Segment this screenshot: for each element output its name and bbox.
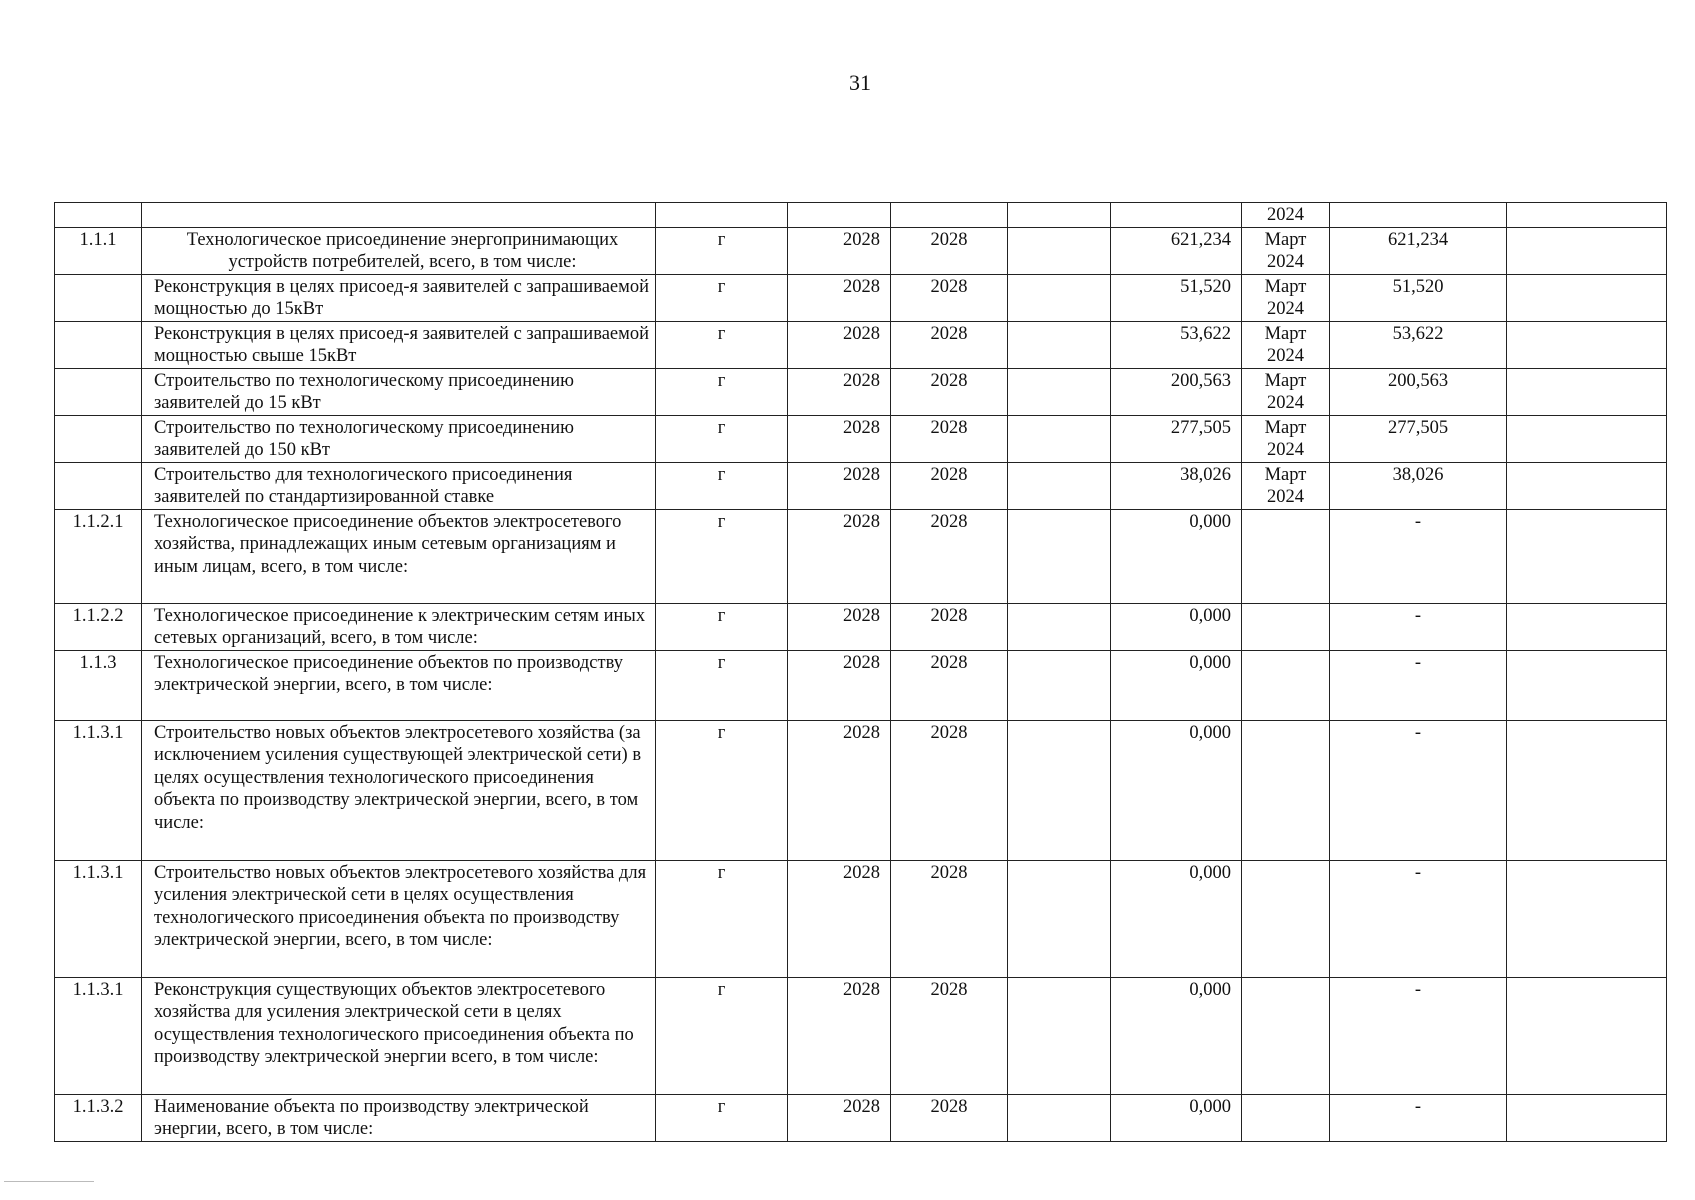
cell-unit: г <box>656 977 788 1094</box>
cell-num <box>55 321 142 368</box>
cell-value-2: 200,563 <box>1330 368 1507 415</box>
cell-unit: г <box>656 509 788 603</box>
cell-name: Технологическое присоединение объектов по производству электрической энергии, всего, в том числе: <box>142 650 656 720</box>
cell-unit: г <box>656 321 788 368</box>
cell-num: 1.1.3.1 <box>55 860 142 977</box>
cell-year-start: 2028 <box>788 1094 891 1141</box>
cell-date <box>1242 650 1330 720</box>
cell-value: 0,000 <box>1111 509 1242 603</box>
cell-date: Март 2024 <box>1242 462 1330 509</box>
cell-num <box>55 203 142 228</box>
cell-year-start: 2028 <box>788 321 891 368</box>
cell-num <box>55 415 142 462</box>
table-row <box>55 860 1667 977</box>
cell-value-2: - <box>1330 720 1507 860</box>
cell-name <box>142 203 656 228</box>
cell-unit: г <box>656 1094 788 1141</box>
cell-name: Реконструкция в целях присоед-я заявителей с запрашиваемой мощностью свыше 15кВт <box>142 321 656 368</box>
cell-year-end: 2028 <box>891 415 1008 462</box>
table-row-carry <box>55 203 1667 228</box>
table-row <box>55 650 1667 720</box>
cell-last <box>1507 321 1667 368</box>
cell-last <box>1507 720 1667 860</box>
table-row <box>55 227 1667 274</box>
cell-empty <box>1008 650 1111 720</box>
cell-value: 0,000 <box>1111 603 1242 650</box>
cell-value-2: 621,234 <box>1330 227 1507 274</box>
cell-name: Строительство по технологическому присоединению заявителей до 150 кВт <box>142 415 656 462</box>
cell-empty <box>1008 977 1111 1094</box>
cell-num: 1.1.2.1 <box>55 509 142 603</box>
cell-empty <box>1008 227 1111 274</box>
cell-empty <box>1008 321 1111 368</box>
cell-num <box>55 462 142 509</box>
cell-value-2: - <box>1330 650 1507 720</box>
cell-value: 0,000 <box>1111 860 1242 977</box>
cell-num: 1.1.1 <box>55 227 142 274</box>
cell-year-end: 2028 <box>891 462 1008 509</box>
cell-last <box>1507 415 1667 462</box>
cell-unit <box>656 203 788 228</box>
cell-name: Строительство новых объектов электросетевого хозяйства (за исключением усиления существующей электрической сети) в целях осуществления технологического присоединения объекта по производству электрической энергии, всего, в том числе: <box>142 720 656 860</box>
cell-last <box>1507 603 1667 650</box>
cell-name: Технологическое присоединение к электрическим сетям иных сетевых организаций, всего, в том числе: <box>142 603 656 650</box>
cell-date: 2024 <box>1242 203 1330 228</box>
cell-value-2: - <box>1330 603 1507 650</box>
cell-value: 621,234 <box>1111 227 1242 274</box>
cell-year-start: 2028 <box>788 720 891 860</box>
cell-unit: г <box>656 720 788 860</box>
cell-value: 277,505 <box>1111 415 1242 462</box>
cell-date: Март 2024 <box>1242 227 1330 274</box>
cell-year-start: 2028 <box>788 860 891 977</box>
cell-year-end: 2028 <box>891 509 1008 603</box>
table-row <box>55 603 1667 650</box>
cell-last <box>1507 509 1667 603</box>
cell-date <box>1242 509 1330 603</box>
cell-year-start: 2028 <box>788 509 891 603</box>
cell-year-start: 2028 <box>788 415 891 462</box>
cell-last <box>1507 227 1667 274</box>
cell-last <box>1507 368 1667 415</box>
cell-year-start: 2028 <box>788 368 891 415</box>
table-row <box>55 415 1667 462</box>
cell-year-end: 2028 <box>891 274 1008 321</box>
table-row <box>55 321 1667 368</box>
cell-value: 38,026 <box>1111 462 1242 509</box>
cell-date <box>1242 977 1330 1094</box>
cell-unit: г <box>656 227 788 274</box>
cell-year-end: 2028 <box>891 977 1008 1094</box>
cell-value: 0,000 <box>1111 720 1242 860</box>
cell-value: 51,520 <box>1111 274 1242 321</box>
cell-value <box>1111 203 1242 228</box>
cell-date <box>1242 720 1330 860</box>
cell-value-2: - <box>1330 1094 1507 1141</box>
cell-year-end: 2028 <box>891 227 1008 274</box>
cell-value-2: - <box>1330 977 1507 1094</box>
cell-year-start: 2028 <box>788 274 891 321</box>
cell-empty <box>1008 860 1111 977</box>
cell-year-end <box>891 203 1008 228</box>
cell-value: 53,622 <box>1111 321 1242 368</box>
cell-empty <box>1008 368 1111 415</box>
cell-num: 1.1.3.1 <box>55 720 142 860</box>
cell-value-2: 53,622 <box>1330 321 1507 368</box>
cell-unit: г <box>656 860 788 977</box>
cell-empty <box>1008 720 1111 860</box>
cell-date: Март 2024 <box>1242 368 1330 415</box>
cell-last <box>1507 203 1667 228</box>
cell-unit: г <box>656 415 788 462</box>
cell-unit: г <box>656 603 788 650</box>
table-row <box>55 274 1667 321</box>
table-row <box>55 368 1667 415</box>
cell-year-end: 2028 <box>891 603 1008 650</box>
cell-empty <box>1008 415 1111 462</box>
cell-name: Строительство новых объектов электросетевого хозяйства для усиления электрической сети в целях осуществления технологического присоединения объекта по производству электрической энергии, всего, в том числе: <box>142 860 656 977</box>
cell-num: 1.1.3.2 <box>55 1094 142 1141</box>
cell-unit: г <box>656 462 788 509</box>
cell-value: 200,563 <box>1111 368 1242 415</box>
cell-value: 0,000 <box>1111 977 1242 1094</box>
cell-value: 0,000 <box>1111 1094 1242 1141</box>
cell-value-2: - <box>1330 509 1507 603</box>
cell-year-start: 2028 <box>788 603 891 650</box>
cell-year-end: 2028 <box>891 1094 1008 1141</box>
cell-year-end: 2028 <box>891 650 1008 720</box>
cell-year-end: 2028 <box>891 860 1008 977</box>
cell-last <box>1507 650 1667 720</box>
cell-value: 0,000 <box>1111 650 1242 720</box>
cell-num: 1.1.3.1 <box>55 977 142 1094</box>
cell-empty <box>1008 1094 1111 1141</box>
table-row <box>55 720 1667 860</box>
cell-year-start: 2028 <box>788 462 891 509</box>
cell-year-start: 2028 <box>788 227 891 274</box>
cell-last <box>1507 274 1667 321</box>
cell-date: Март 2024 <box>1242 274 1330 321</box>
table-row <box>55 462 1667 509</box>
scan-artifact <box>4 1181 94 1182</box>
table-row <box>55 977 1667 1094</box>
table-row <box>55 509 1667 603</box>
cell-date: Март 2024 <box>1242 321 1330 368</box>
cell-value-2: 51,520 <box>1330 274 1507 321</box>
cell-num <box>55 274 142 321</box>
cell-year-start: 2028 <box>788 650 891 720</box>
page-number: 31 <box>849 70 871 95</box>
cell-value-2: 277,505 <box>1330 415 1507 462</box>
cell-date <box>1242 860 1330 977</box>
cell-value-2: 38,026 <box>1330 462 1507 509</box>
cell-empty <box>1008 274 1111 321</box>
cell-last <box>1507 977 1667 1094</box>
cell-last <box>1507 1094 1667 1141</box>
cell-name: Строительство по технологическому присоединению заявителей до 15 кВт <box>142 368 656 415</box>
cell-empty <box>1008 462 1111 509</box>
cell-value-2: - <box>1330 860 1507 977</box>
cell-empty <box>1008 603 1111 650</box>
cell-date <box>1242 603 1330 650</box>
cell-year-start: 2028 <box>788 977 891 1094</box>
cell-last <box>1507 462 1667 509</box>
cell-num: 1.1.2.2 <box>55 603 142 650</box>
cell-empty <box>1008 203 1111 228</box>
cell-year-end: 2028 <box>891 368 1008 415</box>
cell-unit: г <box>656 650 788 720</box>
investment-table <box>54 202 1667 1142</box>
cell-empty <box>1008 509 1111 603</box>
cell-name: Реконструкция в целях присоед-я заявителей с запрашиваемой мощностью до 15кВт <box>142 274 656 321</box>
cell-year-end: 2028 <box>891 321 1008 368</box>
cell-year-start <box>788 203 891 228</box>
cell-name: Строительство для технологического присоединения заявителей по стандартизированной ставке <box>142 462 656 509</box>
cell-num: 1.1.3 <box>55 650 142 720</box>
cell-value-2 <box>1330 203 1507 228</box>
cell-date <box>1242 1094 1330 1141</box>
cell-unit: г <box>656 274 788 321</box>
cell-num <box>55 368 142 415</box>
cell-unit: г <box>656 368 788 415</box>
cell-last <box>1507 860 1667 977</box>
cell-date: Март 2024 <box>1242 415 1330 462</box>
cell-name: Технологическое присоединение энергопринимающих устройств потребителей, всего, в том числе: <box>142 227 656 274</box>
cell-year-end: 2028 <box>891 720 1008 860</box>
table-row <box>55 1094 1667 1141</box>
cell-name: Наименование объекта по производству электрической энергии, всего, в том числе: <box>142 1094 656 1141</box>
cell-name: Реконструкция существующих объектов электросетевого хозяйства для усиления электрической сети в целях осуществления технологического присоединения объекта по производству электрической энергии всего, в том числе: <box>142 977 656 1094</box>
cell-name: Технологическое присоединение объектов электросетевого хозяйства, принадлежащих иным сетевым организациям и иным лицам, всего, в том числе: <box>142 509 656 603</box>
